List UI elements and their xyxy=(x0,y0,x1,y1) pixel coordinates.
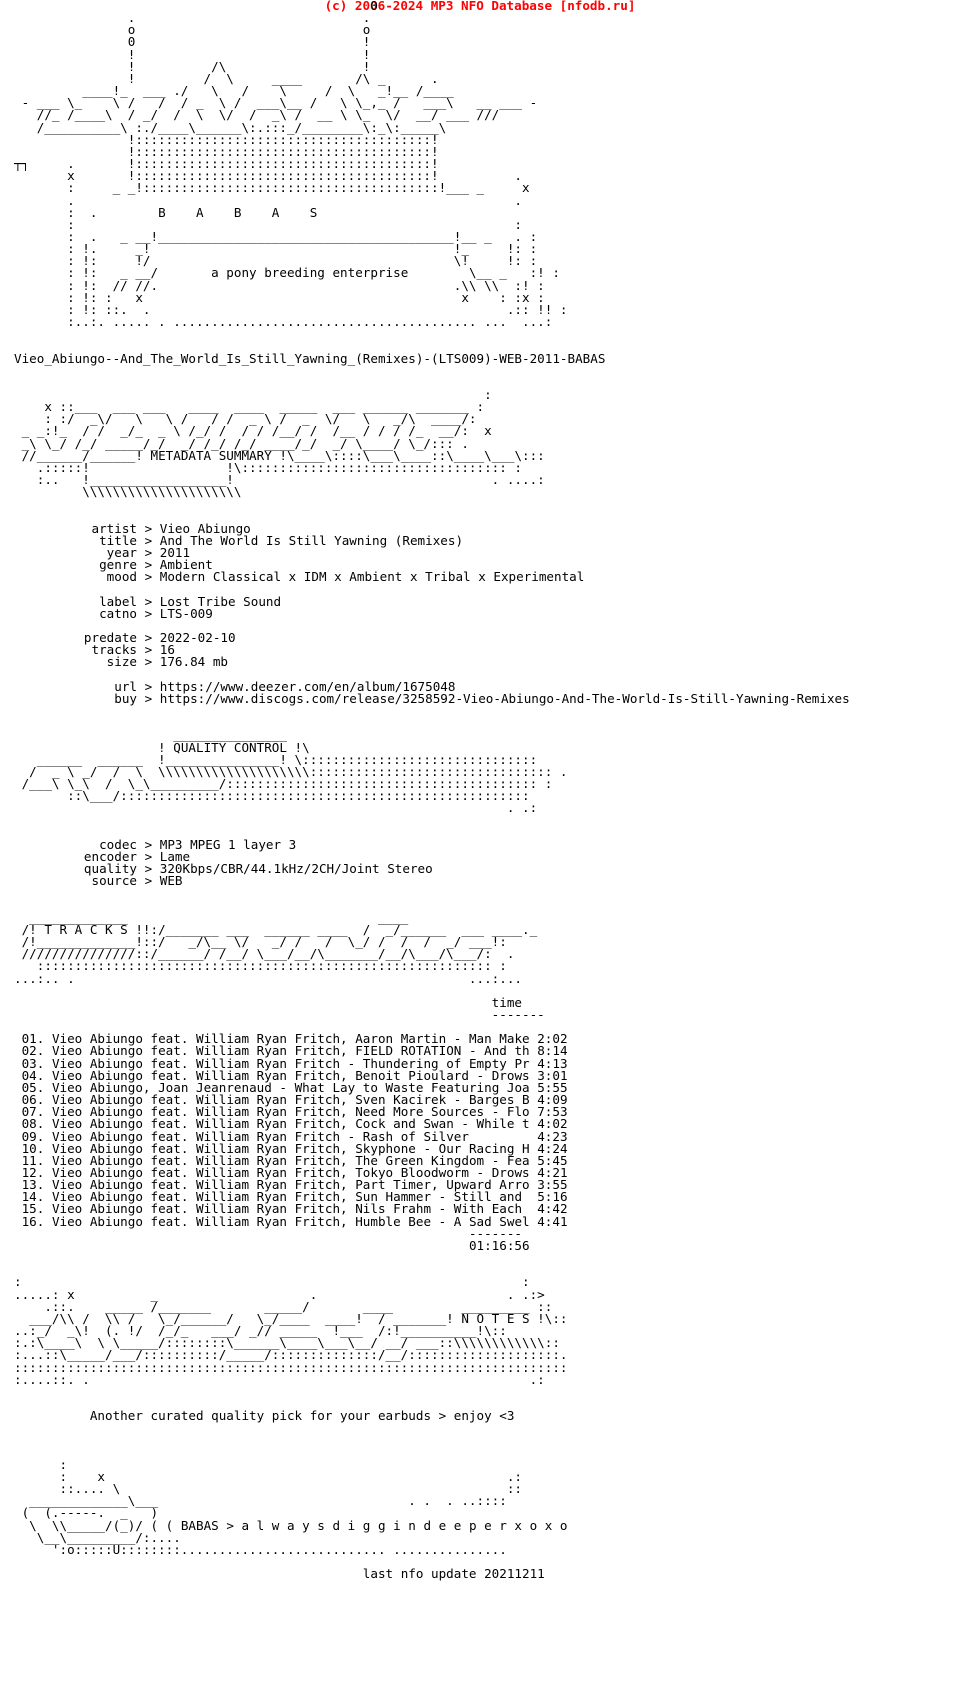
tracks-section-title: T R A C K S xyxy=(44,921,128,937)
total-time: 01:16:56 xyxy=(468,1237,530,1253)
size-value: 176.84 mb xyxy=(159,654,228,670)
metadata-header-art: : x ::___ ___ ___ ____ ____ _____ ___ ______ _______ : : :/ _\/ \ \ / / / _ \ / _ \/ \ _/\ ____/: _ _:!_ / / _/_ _ \ /_/ / / / /__/ / /__ / / / /_ __/: x _\ \_/ /_/ _____/_/ _/ /_/ /_/ ____/_/ _/ \____/ \_/::: . //______/______! METADATA SUMMARY !\____\::::\___\____::\____\___\::: .:::::! !\::::::::::::::::::::::::::::::::::: : :.. !__________________! . ....: \\\\\\\\\\\\\\\\\\\\\ xyxy=(21,387,545,500)
track-time: 4:42 xyxy=(537,1201,568,1217)
quality-header-art: _______________ ! QUALITY CONTROL !\ ______ ______ !_______________! \::::::::::::::::::::::::::::::: / _ \ _/ / \ \\\\\\\\\\\\\\\\\\\\:::::::::::::::::::::::::::::::: . /___\ \_\ / \_\_________/::::::::::::::::::::::::::::::::::::::::: : ::\___/:::::::::::::::::::::::::::::::::::::::::::::::::::::: . .: xyxy=(21,727,568,816)
notes-line xyxy=(14,1410,850,1422)
meta-year: year > 2011 xyxy=(106,545,191,561)
track-time: 4:24 xyxy=(537,1140,568,1156)
meta-predate: predate > 2022-02-10 xyxy=(83,630,236,646)
notes-header-art: : : .....: x _ . . .:> .::. _____ /_______ _____/ ____ _________ :: ___/\\ / \\ / \_/______/ \_/____ ____! / _______! N O T E S !\:: ..:_/ _\! (. !/ /_/_ ___/ _// _____ !___ /:!__________!\:: :.:\____\ \ \_____/::::::::\______\____\___\__/ __/ ___::\\\\\\\\\\\\:: :...::\_____/___/::::::::::/_____/::::::::::::::/__/::::::::::::::::::::. ::::::::::::::::::::::::::::::::::::::::::::::::::::::::::::::::::::::::: :....::. . .: xyxy=(14,1274,568,1387)
tracklist-rule-top: ------- xyxy=(14,1006,545,1022)
track-number: 07. xyxy=(21,1104,45,1120)
codec-value: MP3 MPEG 1 layer 3 xyxy=(159,836,297,852)
track-title: Vieo Abiungo feat. William Ryan Fritch, FIELD ROTATION - And th xyxy=(51,1043,530,1059)
meta-title: title > And The World Is Still Yawning (Remixes) xyxy=(99,532,464,548)
quality-value: 320Kbps/CBR/44.1kHz/2CH/Joint Stereo xyxy=(159,861,433,877)
track-title: Vieo Abiungo feat. William Ryan Fritch, Cock and Swan - While t xyxy=(51,1116,530,1132)
meta-genre: genre > Ambient xyxy=(99,557,213,573)
tracklist-rule-bottom: ------- xyxy=(14,1225,522,1241)
footer-art-bottom: \__\_________/:.... ':o:::::U::::::::........................... ............... xyxy=(36,1529,507,1557)
year-value: 2011 xyxy=(159,545,191,561)
encoder-value: Lame xyxy=(159,848,191,864)
track-time: 7:53 xyxy=(537,1104,568,1120)
notes-text: Another curated quality pick for your earbuds > enjoy <3 xyxy=(89,1408,515,1424)
track-time: 4:21 xyxy=(537,1165,568,1180)
track-number: 05. xyxy=(21,1079,45,1095)
release-name: Vieo_Abiungo--And_The_World_Is_Still_Yawning_(Remixes)-(LTS009)-WEB-2011-BABAS xyxy=(14,350,606,366)
meta-catno: catno > LTS-009 xyxy=(99,605,213,621)
track-title: Vieo Abiungo feat. William Ryan Fritch, Benoit Pioulard - Drows xyxy=(51,1067,530,1083)
track-number: 06. xyxy=(21,1092,45,1108)
genre-value: Ambient xyxy=(159,557,213,573)
time-header: time xyxy=(491,994,523,1010)
footer-motto: ( BABAS > a l w a y s d i g g i n d e e p e r x o x o xyxy=(165,1517,568,1533)
notes-section-title: N O T E S xyxy=(461,1310,530,1326)
track-title: Vieo Abiungo feat. William Ryan Fritch, Humble Bee - A Sad Swel xyxy=(51,1213,530,1229)
metadata-section-title: METADATA SUMMARY xyxy=(150,447,272,463)
footer-art-top: : : x .: ::.... \ :: _____________\___ . . . ..:::: ( (.-----. _ ) xyxy=(21,1456,522,1521)
track-title: Vieo Abiungo feat. William Ryan Fritch, Sun Hammer - Still and xyxy=(51,1189,530,1205)
track-time: 8:14 xyxy=(537,1043,568,1059)
label-value: Lost Tribe Sound xyxy=(159,593,282,609)
track-time: 5:55 xyxy=(537,1079,568,1095)
meta-buy: buy > https://www.discogs.com/release/3258592-Vieo-Abiungo-And-The-World-Is-Still-Yawning-Remixes xyxy=(114,690,850,706)
source-value: WEB xyxy=(159,873,183,889)
buy-link[interactable]: https://www.discogs.com/release/3258592-Vieo-Abiungo-And-The-World-Is-Still-Yawning-Remixes xyxy=(159,690,850,706)
meta-artist: artist > Vieo Abiungo xyxy=(91,520,251,536)
meta-url: url > https://www.deezer.com/en/album/1675048 xyxy=(114,678,456,694)
meta-label: label > Lost Tribe Sound xyxy=(99,593,282,609)
track-time: 2:02 xyxy=(537,1031,568,1047)
track-number: 04. xyxy=(21,1067,45,1083)
track-title: Vieo Abiungo feat. William Ryan Fritch, Aaron Martin - Man Make xyxy=(51,1031,530,1047)
catno-value: LTS-009 xyxy=(159,605,213,621)
group-letters: B A B A S xyxy=(158,204,318,220)
tagline: a pony breeding enterprise xyxy=(211,265,409,281)
meta-size: size > 176.84 mb xyxy=(106,654,228,670)
track-title: Vieo Abiungo feat. William Ryan Fritch, Sven Kacirek - Barges B xyxy=(51,1092,530,1108)
quality-source: source > WEB xyxy=(91,873,183,889)
track-title: Vieo Abiungo feat. William Ryan Fritch, Need More Sources - Flo xyxy=(51,1104,530,1120)
track-title: Vieo Abiungo feat. William Ryan Fritch - Rash of Silver xyxy=(51,1128,530,1144)
track-title: Vieo Abiungo feat. William Ryan Fritch, Part Timer, Upward Arro xyxy=(51,1177,530,1193)
track-number: 03. xyxy=(21,1055,45,1071)
track-number: 14. xyxy=(21,1189,45,1205)
quality-section-title: QUALITY CONTROL xyxy=(173,739,287,755)
logo-art: 0 . . o o 0 ! ! ! ! /\ ! ! / \ ____ /\ _ . ____!_ ___ ./ \ / \ / \ _!__ /____ - ___ \_ \ / / / _ \ / ___\__ / \ \_,_ / ___\ __ ___ - //_ /____\ / _/ / \ \/ / _\ / __ \ \_ \/ __/ ___ /// /__________\ :./____\______\:.:::_/________\:_\:_____\ !:::::::::::::::::::::::::::::::::::::::! !:::::::::::::::::::::::::::::::::::::::! ┬┐ . !:::::::::::::::::::::::::::::::::::::::! x !:::::::::::::::::::::::::::::::::::::::! . : _ _!:::::::::::::::::::::::::::::::::::::::!___ _ x . . : . B A B A S : : : . _ __!_______________________________________!__ _ . : : !. _! !_ !: : : !: !/ \! !: : : !: _ __/ a pony breeding enterprise \__ _ :! : : !: // //. .\\ \\ :! : : !: : x x : :x : : !: ::. . .:: !! : :..:. ..... . ........................................ ... ...: xyxy=(14,0,568,330)
track-title: Vieo Abiungo feat. William Ryan Fritch, Skyphone - Our Racing H xyxy=(51,1140,530,1156)
track-time: 5:16 xyxy=(537,1189,568,1205)
mood-value: Modern Classical x IDM x Ambient x Tribal x Experimental xyxy=(159,569,585,585)
predate-value: 2022-02-10 xyxy=(159,630,236,646)
track-title: Vieo Abiungo feat. William Ryan Fritch, The Green Kingdom - Fea xyxy=(51,1152,530,1168)
track-number: 16. xyxy=(21,1213,45,1229)
meta-mood: mood > Modern Classical x IDM x Ambient x Tribal x Experimental xyxy=(106,569,585,585)
tracks-header-art: _____________ ____ /! T R A C K S !!:/_______ ___ ______ ____ / _/______ ___ ____._ /!_____________!::/ _/\__ \/ _/ / / \_/ / / / _/ ___!: ///////////////::/______/ /__/ \___/__/\_______/__/\___/\___/: . :::::::::::::::::::::::::::::::::::::::::::::::::::::::::::: : ...:.. . ...:... xyxy=(14,909,538,986)
track-time: 3:01 xyxy=(537,1067,568,1083)
url-link[interactable]: https://www.deezer.com/en/album/1675048 xyxy=(159,678,456,694)
track-number: 02. xyxy=(21,1043,45,1059)
artist-value: Vieo Abiungo xyxy=(159,520,251,536)
track-number: 08. xyxy=(21,1116,45,1132)
tracklist-total xyxy=(14,1237,850,1253)
credit-text: (c) 2006-2024 MP3 NFO Database [nfodb.ru] xyxy=(324,0,636,13)
track-title: Vieo Abiungo feat. William Ryan Fritch, Tokyo Bloodworm - Drows xyxy=(51,1165,530,1180)
track-list xyxy=(14,1033,850,1228)
track-number: 09. xyxy=(21,1128,45,1144)
track-time: 4:23 xyxy=(537,1128,568,1144)
track-number: 10. xyxy=(21,1140,45,1156)
last-update-line xyxy=(14,1568,850,1580)
track-time: 4:41 xyxy=(537,1213,568,1229)
last-update: last nfo update 20211211 xyxy=(362,1566,545,1582)
nfo-document xyxy=(14,0,850,1580)
quality-quality: quality > 320Kbps/CBR/44.1kHz/2CH/Joint Stereo xyxy=(83,861,433,877)
track-number: 12. xyxy=(21,1165,45,1180)
track-title: Vieo Abiungo feat. William Ryan Fritch - Thundering of Empty Pr xyxy=(51,1055,530,1071)
track-number: 11. xyxy=(21,1152,45,1168)
meta-tracks: tracks > 16 xyxy=(91,642,175,658)
track-time: 4:09 xyxy=(537,1092,568,1108)
footer-motto-line: \ \\_____/(_)/ ( ( BABAS > a l w a y s d i g g i n d e e p e r x o x o xyxy=(14,1517,568,1533)
quality-encoder: encoder > Lame xyxy=(83,848,191,864)
title-value: And The World Is Still Yawning (Remixes) xyxy=(159,532,464,548)
track-number: 13. xyxy=(21,1177,45,1193)
quality-codec: codec > MP3 MPEG 1 layer 3 xyxy=(99,836,297,852)
track-time: 4:02 xyxy=(537,1116,568,1132)
track-time: 3:55 xyxy=(537,1177,568,1193)
track-title: Vieo Abiungo feat. William Ryan Fritch, Nils Frahm - With Each xyxy=(51,1201,530,1217)
track-time: 5:45 xyxy=(537,1152,568,1168)
track-time: 4:13 xyxy=(537,1055,568,1071)
track-title: Vieo Abiungo, Joan Jeanrenaud - What Lay to Waste Featuring Joa xyxy=(51,1079,530,1095)
tracks-value: 16 xyxy=(159,642,175,658)
track-number: 01. xyxy=(21,1031,45,1047)
track-number: 15. xyxy=(21,1201,45,1217)
